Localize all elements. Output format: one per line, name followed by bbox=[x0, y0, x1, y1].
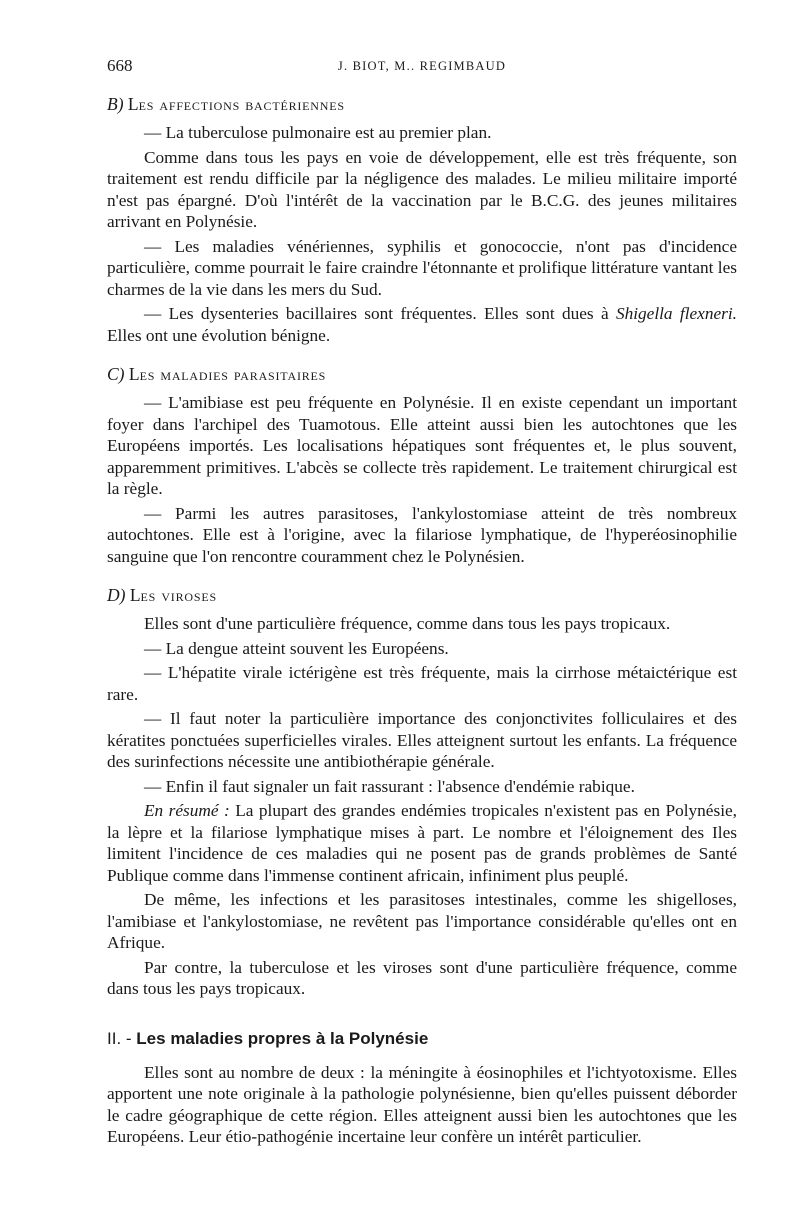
section-b-letter: B) bbox=[107, 94, 124, 114]
page-number: 668 bbox=[107, 56, 133, 75]
section-d-paragraph: — L'hépatite virale ictérigène est très fréquente, mais la cirrhose métaictérique est rare. bbox=[107, 663, 737, 704]
section-b-paragraph: — Les maladies vénériennes, syphilis et gonococcie, n'ont pas d'incidence particulière, comme pourrait le faire craindre l'étonnante et prolifique littérature vantant les charmes de la vie dans les mers du Sud. bbox=[107, 236, 737, 299]
section-ii-heading bbox=[107, 1028, 737, 1050]
section-c-paragraph: — Parmi les autres parasitoses, l'ankylostomiase atteint de très nombreux autochtones. Elle est à l'origine, avec la filariose lymphatique, de l'hyperéosinophilie sanguine que l'on rencontre couramment chez le Polynésien. bbox=[107, 503, 737, 566]
section-b-paragraph: Comme dans tous les pays en voie de développement, elle est très fréquente, son traitement est rendu difficile par la négligence des malades. Le milieu militaire importé n'est pas épargné. D'où l'intérêt de la vaccination par le B.C.G. des jeunes militaires arrivant en Polynésie. bbox=[107, 147, 737, 231]
summary-paragraph bbox=[107, 800, 737, 886]
section-d-paragraph: — Il faut noter la particulière importance des conjonctivites folliculaires et des kératites ponctuées superficielles virales. Elles atteignent surtout les enfants. La fréquence des surinfections nécessite une antibiothérapie générale. bbox=[107, 709, 737, 771]
section-b-heading bbox=[107, 93, 737, 115]
section-d-paragraph: Elles sont d'une particulière fréquence, comme dans tous les pays tropicaux. bbox=[144, 614, 671, 633]
section-c-initial: L bbox=[128, 364, 140, 384]
section-c-letter: C) bbox=[107, 364, 125, 384]
section-d-paragraph: Par contre, la tuberculose et les viroses sont d'une particulière fréquence, comme dans tous les pays tropicaux. bbox=[107, 957, 737, 998]
section-d-paragraph: De même, les infections et les parasitoses intestinales, comme les shigelloses, l'amibiase et l'ankylostomiase, ne revêtent pas l'importance considérable qu'elles ont en Afrique. bbox=[107, 890, 737, 952]
section-d-letter: D) bbox=[107, 585, 126, 605]
running-head bbox=[107, 50, 737, 80]
section-c-title: es maladies parasitaires bbox=[139, 364, 327, 384]
running-title: J. BIOT, M.. REGIMBAUD bbox=[337, 59, 507, 73]
section-d-paragraph: — Enfin il faut signaler un fait rassurant : l'absence d'endémie rabique. bbox=[144, 776, 635, 796]
section-b-paragraph: — La tuberculose pulmonaire est au premier plan. bbox=[144, 123, 492, 142]
species-name: Shigella flexneri. bbox=[615, 304, 737, 323]
section-ii-number: II. - bbox=[107, 1028, 132, 1048]
section-c-paragraph: — L'amibiase est peu fréquente en Polynésie. Il en existe cependant un important foyer dans l'archipel des Tuamotous. Elle atteint aussi bien les autochtones que les Européens importés. Les localisations hépatiques sont fréquentes et, le plus souvent, apparemment primitives. L'abcès se collecte très rapidement. Le traitement chirurgical est la règle. bbox=[107, 393, 737, 498]
p4-text: — Les dysenteries bacillaires sont fréquentes. Elles sont dues à bbox=[144, 304, 616, 323]
section-b-initial: L bbox=[127, 94, 139, 114]
section-b-title: es affections bactériennes bbox=[138, 94, 345, 114]
section-d-paragraph: — La dengue atteint souvent les Européens. bbox=[144, 638, 449, 658]
page bbox=[107, 50, 737, 1151]
section-c-heading bbox=[107, 363, 737, 385]
summary-text: La plupart des grandes endémies tropicales n'existent pas en Polynésie, la lèpre et la filariose lymphatique mises à part. Le nombre et l'éloignement des Iles limitent l'incidence de ces maladies qui ne posent pas de grands problèmes de Santé Publique comme dans l'immense continent africain, infiniment plus peuplé. bbox=[107, 801, 737, 885]
section-d-title: es viroses bbox=[140, 585, 217, 605]
section-ii-title: Les maladies propres à la Polynésie bbox=[136, 1028, 429, 1048]
p4-end: Elles ont une évolution bénigne. bbox=[107, 325, 331, 345]
section-b-paragraph bbox=[107, 303, 737, 346]
section-d-initial: L bbox=[129, 585, 141, 605]
section-ii-paragraph: Elles sont au nombre de deux : la méningite à éosinophiles et l'ichtyotoxisme. Elles apportent une note originale à la pathologie polynésienne, bien qu'elles puissent déborder le cadre géographique de cette région. Elles atteignent aussi bien les autochtones que les Européens. Leur étio-pathogénie incertaine leur confère un intérêt particulier. bbox=[107, 1062, 737, 1146]
summary-label: En résumé : bbox=[144, 801, 230, 820]
section-d-heading bbox=[107, 584, 737, 606]
